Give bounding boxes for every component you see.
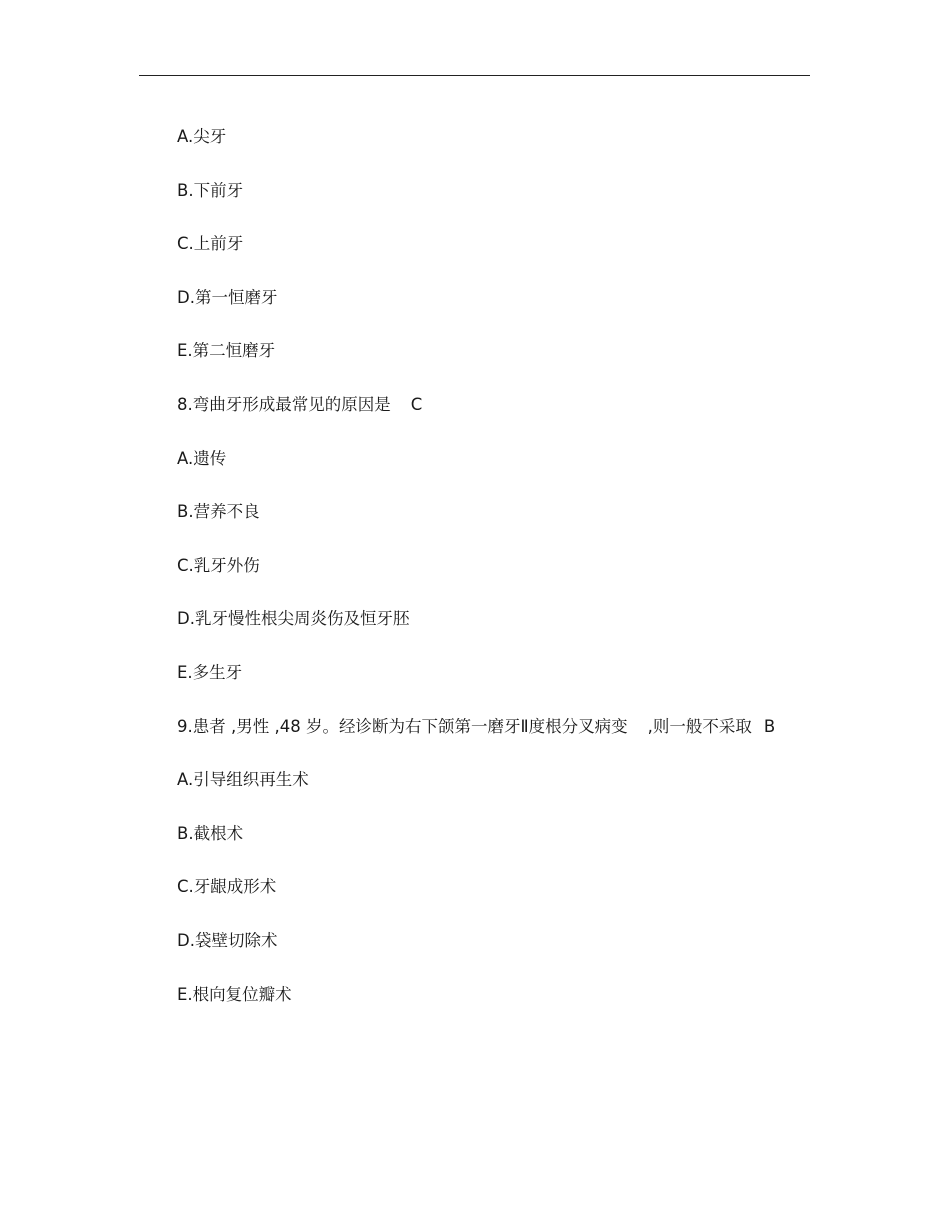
q9-answer: B: [763, 716, 776, 736]
question-content: [177, 126, 817, 1037]
q8-answer: C: [410, 394, 423, 414]
q8-stem-line: [177, 394, 817, 448]
q8-option-b: B.营养不良: [177, 502, 260, 522]
q8-option-c: C.乳牙外伤: [177, 555, 260, 575]
q7-option-c: C.上前牙: [177, 234, 244, 254]
q7-option-d: D.第一恒磨牙: [177, 287, 278, 307]
q9-option-a: A.引导组织再生术: [177, 770, 309, 790]
q8-option-e: E.多生牙: [177, 662, 243, 682]
q8-option-a: A.遗传: [177, 448, 227, 468]
q9-option-e: E.根向复位瓣术: [177, 984, 292, 1004]
q9-option-c: C.牙龈成形术: [177, 877, 277, 897]
q7-option-e: E.第二恒磨牙: [177, 341, 276, 361]
q7-option-b: B.下前牙: [177, 180, 244, 200]
q8-stem: 8.弯曲牙形成最常见的原因是: [177, 394, 391, 414]
q8-option-d: D.乳牙慢性根尖周炎伤及恒牙胚: [177, 609, 410, 629]
q7-option-a: A.尖牙: [177, 127, 227, 146]
header-rule: [139, 75, 810, 76]
q9-option-d: D.袋壁切除术: [177, 930, 278, 950]
q9-option-b: B.截根术: [177, 823, 244, 843]
q9-stem-line: [177, 716, 817, 770]
q9-stem-part1: 9.患者 ,男性 ,48 岁。经诊断为右下颌第一磨牙Ⅱ度根分叉病变: [177, 716, 628, 736]
q9-stem-part2: ,则一般不采取: [647, 716, 752, 736]
